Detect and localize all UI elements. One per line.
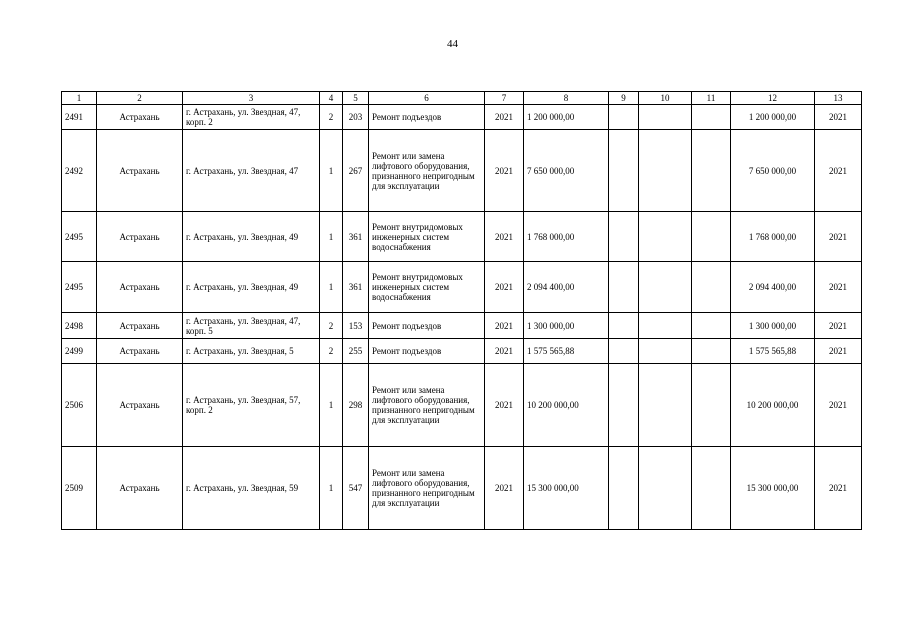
column-header: 1 bbox=[62, 92, 97, 105]
address-cell: г. Астрахань, ул. Звездная, 49 bbox=[183, 262, 320, 313]
col4-cell: 1 bbox=[320, 212, 343, 262]
total-cost-cell: 1 575 565,88 bbox=[524, 339, 609, 364]
col9-cell bbox=[609, 447, 639, 530]
col10-cell bbox=[639, 262, 692, 313]
funding-cell: 1 200 000,00 bbox=[731, 105, 815, 130]
column-header: 3 bbox=[183, 92, 320, 105]
year-cell: 2021 bbox=[485, 130, 524, 212]
col9-cell bbox=[609, 130, 639, 212]
table-row bbox=[62, 447, 862, 530]
col10-cell bbox=[639, 212, 692, 262]
end-year-cell: 2021 bbox=[815, 447, 862, 530]
total-cost-cell: 1 200 000,00 bbox=[524, 105, 609, 130]
column-header: 11 bbox=[692, 92, 731, 105]
city-cell: Астрахань bbox=[97, 130, 183, 212]
table-row bbox=[62, 313, 862, 339]
table-row bbox=[62, 130, 862, 212]
row-id: 2491 bbox=[62, 105, 97, 130]
column-header: 10 bbox=[639, 92, 692, 105]
end-year-cell: 2021 bbox=[815, 364, 862, 447]
year-cell: 2021 bbox=[485, 212, 524, 262]
year-cell: 2021 bbox=[485, 105, 524, 130]
work-type-cell: Ремонт или замена лифтового оборудования, признанного непригодным для эксплуатации bbox=[369, 130, 485, 212]
col10-cell bbox=[639, 130, 692, 212]
header-row bbox=[62, 92, 862, 105]
funding-cell: 1 575 565,88 bbox=[731, 339, 815, 364]
col11-cell bbox=[692, 447, 731, 530]
col10-cell bbox=[639, 105, 692, 130]
city-cell: Астрахань bbox=[97, 105, 183, 130]
address-cell: г. Астрахань, ул. Звездная, 59 bbox=[183, 447, 320, 530]
col10-cell bbox=[639, 364, 692, 447]
table-row bbox=[62, 212, 862, 262]
work-type-cell: Ремонт или замена лифтового оборудования, признанного непригодным для эксплуатации bbox=[369, 364, 485, 447]
row-id: 2495 bbox=[62, 262, 97, 313]
col11-cell bbox=[692, 105, 731, 130]
col9-cell bbox=[609, 364, 639, 447]
funding-cell: 7 650 000,00 bbox=[731, 130, 815, 212]
column-number-header bbox=[62, 92, 862, 105]
end-year-cell: 2021 bbox=[815, 313, 862, 339]
col5-cell: 298 bbox=[343, 364, 369, 447]
column-header: 9 bbox=[609, 92, 639, 105]
col11-cell bbox=[692, 212, 731, 262]
year-cell: 2021 bbox=[485, 339, 524, 364]
col4-cell: 1 bbox=[320, 130, 343, 212]
column-header: 5 bbox=[343, 92, 369, 105]
col5-cell: 255 bbox=[343, 339, 369, 364]
column-header: 12 bbox=[731, 92, 815, 105]
column-header: 6 bbox=[369, 92, 485, 105]
column-header: 8 bbox=[524, 92, 609, 105]
col11-cell bbox=[692, 130, 731, 212]
year-cell: 2021 bbox=[485, 313, 524, 339]
city-cell: Астрахань bbox=[97, 447, 183, 530]
col10-cell bbox=[639, 313, 692, 339]
column-header: 2 bbox=[97, 92, 183, 105]
total-cost-cell: 7 650 000,00 bbox=[524, 130, 609, 212]
city-cell: Астрахань bbox=[97, 212, 183, 262]
repair-program-table bbox=[61, 91, 862, 530]
address-cell: г. Астрахань, ул. Звездная, 49 bbox=[183, 212, 320, 262]
city-cell: Астрахань bbox=[97, 339, 183, 364]
row-id: 2495 bbox=[62, 212, 97, 262]
col9-cell bbox=[609, 105, 639, 130]
table-row bbox=[62, 339, 862, 364]
table-row bbox=[62, 364, 862, 447]
total-cost-cell: 1 768 000,00 bbox=[524, 212, 609, 262]
col4-cell: 2 bbox=[320, 105, 343, 130]
end-year-cell: 2021 bbox=[815, 262, 862, 313]
work-type-cell: Ремонт подъездов bbox=[369, 339, 485, 364]
col9-cell bbox=[609, 313, 639, 339]
total-cost-cell: 1 300 000,00 bbox=[524, 313, 609, 339]
col9-cell bbox=[609, 212, 639, 262]
funding-cell: 15 300 000,00 bbox=[731, 447, 815, 530]
row-id: 2499 bbox=[62, 339, 97, 364]
year-cell: 2021 bbox=[485, 262, 524, 313]
address-cell: г. Астрахань, ул. Звездная, 47 bbox=[183, 130, 320, 212]
work-type-cell: Ремонт подъездов bbox=[369, 313, 485, 339]
end-year-cell: 2021 bbox=[815, 212, 862, 262]
col5-cell: 361 bbox=[343, 262, 369, 313]
page-number: 44 bbox=[447, 38, 458, 50]
col10-cell bbox=[639, 339, 692, 364]
row-id: 2506 bbox=[62, 364, 97, 447]
col11-cell bbox=[692, 262, 731, 313]
address-cell: г. Астрахань, ул. Звездная, 5 bbox=[183, 339, 320, 364]
work-type-cell: Ремонт внутридомовых инженерных систем водоснабжения bbox=[369, 262, 485, 313]
column-header: 7 bbox=[485, 92, 524, 105]
funding-cell: 2 094 400,00 bbox=[731, 262, 815, 313]
col5-cell: 153 bbox=[343, 313, 369, 339]
col11-cell bbox=[692, 364, 731, 447]
col5-cell: 267 bbox=[343, 130, 369, 212]
col4-cell: 1 bbox=[320, 262, 343, 313]
work-type-cell: Ремонт подъездов bbox=[369, 105, 485, 130]
col11-cell bbox=[692, 313, 731, 339]
end-year-cell: 2021 bbox=[815, 339, 862, 364]
col4-cell: 2 bbox=[320, 339, 343, 364]
total-cost-cell: 15 300 000,00 bbox=[524, 447, 609, 530]
table-row bbox=[62, 262, 862, 313]
work-type-cell: Ремонт или замена лифтового оборудования, признанного непригодным для эксплуатации bbox=[369, 447, 485, 530]
row-id: 2498 bbox=[62, 313, 97, 339]
col4-cell: 1 bbox=[320, 364, 343, 447]
city-cell: Астрахань bbox=[97, 262, 183, 313]
total-cost-cell: 10 200 000,00 bbox=[524, 364, 609, 447]
end-year-cell: 2021 bbox=[815, 105, 862, 130]
table-row bbox=[62, 105, 862, 130]
col5-cell: 361 bbox=[343, 212, 369, 262]
col9-cell bbox=[609, 339, 639, 364]
row-id: 2492 bbox=[62, 130, 97, 212]
work-type-cell: Ремонт внутридомовых инженерных систем водоснабжения bbox=[369, 212, 485, 262]
city-cell: Астрахань bbox=[97, 364, 183, 447]
col5-cell: 203 bbox=[343, 105, 369, 130]
address-cell: г. Астрахань, ул. Звездная, 47, корп. 5 bbox=[183, 313, 320, 339]
column-header: 4 bbox=[320, 92, 343, 105]
total-cost-cell: 2 094 400,00 bbox=[524, 262, 609, 313]
column-header: 13 bbox=[815, 92, 862, 105]
address-cell: г. Астрахань, ул. Звездная, 57, корп. 2 bbox=[183, 364, 320, 447]
col4-cell: 2 bbox=[320, 313, 343, 339]
row-id: 2509 bbox=[62, 447, 97, 530]
col9-cell bbox=[609, 262, 639, 313]
col10-cell bbox=[639, 447, 692, 530]
address-cell: г. Астрахань, ул. Звездная, 47, корп. 2 bbox=[183, 105, 320, 130]
col5-cell: 547 bbox=[343, 447, 369, 530]
city-cell: Астрахань bbox=[97, 313, 183, 339]
col4-cell: 1 bbox=[320, 447, 343, 530]
year-cell: 2021 bbox=[485, 364, 524, 447]
year-cell: 2021 bbox=[485, 447, 524, 530]
funding-cell: 1 300 000,00 bbox=[731, 313, 815, 339]
funding-cell: 10 200 000,00 bbox=[731, 364, 815, 447]
end-year-cell: 2021 bbox=[815, 130, 862, 212]
funding-cell: 1 768 000,00 bbox=[731, 212, 815, 262]
col11-cell bbox=[692, 339, 731, 364]
